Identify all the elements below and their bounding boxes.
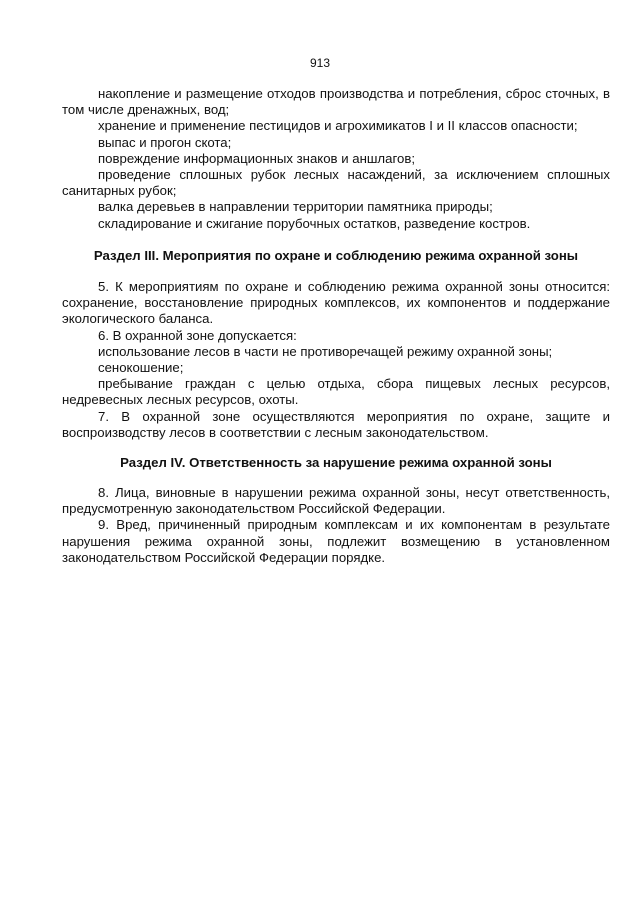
list-item: накопление и размещение отходов производства и потребления, сброс сточных, в том числе дренажных, вод; (62, 86, 610, 118)
section-heading: Раздел IV. Ответственность за нарушение режима охранной зоны (120, 455, 552, 470)
paragraph: 6. В охранной зоне допускается: (98, 327, 297, 343)
section-4 (62, 455, 610, 471)
section-3-body (62, 279, 610, 441)
list-item: складирование и сжигание порубочных остатков, разведение костров. (98, 215, 531, 231)
paragraph: использование лесов в части не противоречащей режиму охранной зоны; (98, 343, 553, 359)
paragraph: пребывание граждан с целью отдыха, сбора пищевых лесных ресурсов, недревесных лесных ресурсов, охоты. (62, 376, 610, 408)
section-4-body (62, 485, 610, 566)
list-item: проведение сплошных рубок лесных насаждений, за исключением сплошных санитарных рубок; (62, 167, 610, 199)
paragraph: 7. В охранной зоне осуществляются мероприятия по охране, защите и воспроизводству лесов в соответствии с лесным законодательством. (62, 408, 610, 440)
page-number: 913 (309, 56, 331, 70)
paragraph: 9. Вред, причиненный природным комплексам и их компонентам в результате нарушения режима охранной зоны, подлежит возмещению в установленном законодательством Российской Федерации порядке. (62, 517, 610, 565)
paragraph: сенокошение; (98, 360, 184, 376)
section-heading: Раздел III. Мероприятия по охране и соблюдению режима охранной зоны (93, 248, 579, 263)
restrictions-list (62, 86, 610, 232)
list-item: валка деревьев в направлении территории памятника природы; (98, 199, 493, 215)
list-item: хранение и применение пестицидов и агрохимикатов I и II классов опасности; (98, 118, 578, 134)
section-3 (62, 248, 610, 264)
paragraph: 5. К мероприятиям по охране и соблюдению режима охранной зоны относится: сохранение, восстановление природных комплексов, их компонентов и поддержание экологического баланса. (62, 279, 610, 327)
list-item: повреждение информационных знаков и аншлагов; (98, 150, 415, 166)
list-item: выпас и прогон скота; (98, 134, 232, 150)
paragraph: 8. Лица, виновные в нарушении режима охранной зоны, несут ответственность, предусмотренную законодательством Российской Федерации. (62, 485, 610, 517)
